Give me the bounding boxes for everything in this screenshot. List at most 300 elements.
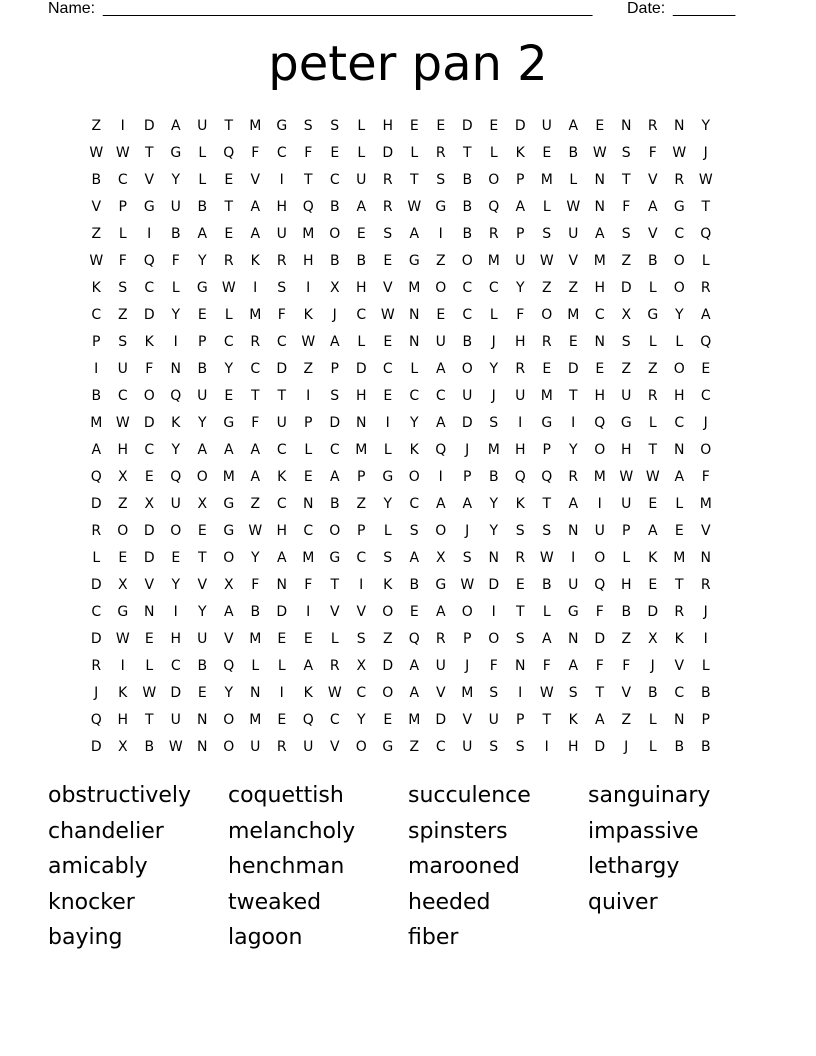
grid-letter[interactable]: H [276, 522, 288, 539]
grid-letter[interactable]: Q [408, 630, 420, 647]
grid-letter[interactable]: G [276, 117, 288, 134]
grid-letter[interactable]: Z [356, 495, 367, 512]
grid-letter[interactable]: Y [197, 252, 207, 269]
grid-letter[interactable]: I [306, 279, 311, 296]
grid-letter[interactable]: P [463, 630, 472, 647]
grid-letter[interactable]: Y [489, 495, 499, 512]
grid-letter[interactable]: B [647, 252, 658, 269]
grid-letter[interactable]: L [648, 333, 657, 350]
grid-letter[interactable]: A [250, 468, 261, 485]
grid-letter[interactable]: Z [541, 279, 552, 296]
grid-letter[interactable]: A [700, 306, 711, 323]
grid-letter[interactable]: B [197, 360, 208, 377]
grid-letter[interactable]: E [171, 549, 181, 566]
grid-letter[interactable]: S [409, 522, 419, 539]
grid-letter[interactable]: M [249, 117, 262, 134]
grid-letter[interactable]: M [408, 279, 421, 296]
grid-letter[interactable]: T [277, 387, 287, 404]
grid-letter[interactable]: U [276, 414, 287, 431]
grid-letter[interactable]: Y [171, 576, 181, 593]
grid-letter[interactable]: Z [117, 495, 128, 512]
grid-letter[interactable]: R [276, 738, 287, 755]
grid-letter[interactable]: J [465, 657, 470, 674]
grid-letter[interactable]: U [515, 252, 526, 269]
grid-letter[interactable]: S [515, 522, 525, 539]
grid-letter[interactable]: H [514, 333, 526, 350]
grid-letter[interactable]: T [144, 144, 154, 161]
grid-letter[interactable]: S [621, 333, 631, 350]
grid-letter[interactable]: F [251, 144, 260, 161]
grid-letter[interactable]: B [329, 495, 340, 512]
grid-letter[interactable]: Y [356, 711, 366, 728]
grid-letter[interactable]: B [197, 198, 208, 215]
grid-letter[interactable]: O [382, 684, 394, 701]
grid-letter[interactable]: J [465, 522, 470, 539]
grid-letter[interactable]: A [462, 495, 473, 512]
grid-letter[interactable]: L [277, 657, 286, 674]
grid-letter[interactable]: N [303, 495, 314, 512]
grid-letter[interactable]: T [224, 198, 234, 215]
grid-letter[interactable]: A [541, 630, 552, 647]
grid-letter[interactable]: X [117, 468, 128, 485]
grid-letter[interactable]: O [488, 171, 500, 188]
grid-letter[interactable]: Y [197, 414, 207, 431]
grid-letter[interactable]: U [621, 495, 632, 512]
grid-letter[interactable]: Y [171, 306, 181, 323]
grid-letter[interactable]: L [118, 225, 127, 242]
grid-letter[interactable]: A [647, 522, 658, 539]
grid-letter[interactable]: X [223, 576, 234, 593]
grid-letter[interactable]: S [118, 279, 128, 296]
grid-letter[interactable]: A [91, 441, 102, 458]
grid-letter[interactable]: Q [488, 198, 500, 215]
grid-letter[interactable]: R [91, 522, 102, 539]
grid-letter[interactable]: D [143, 117, 155, 134]
grid-letter[interactable]: C [276, 144, 287, 161]
grid-letter[interactable]: E [383, 333, 393, 350]
grid-letter[interactable]: B [329, 198, 340, 215]
grid-letter[interactable]: U [170, 495, 181, 512]
grid-letter[interactable]: E [383, 711, 393, 728]
grid-letter[interactable]: E [542, 144, 552, 161]
grid-letter[interactable]: C [462, 306, 473, 323]
grid-letter[interactable]: V [647, 225, 658, 242]
grid-letter[interactable]: L [357, 333, 366, 350]
grid-letter[interactable]: Y [489, 360, 499, 377]
grid-letter[interactable]: P [304, 414, 313, 431]
grid-letter[interactable]: U [356, 171, 367, 188]
grid-letter[interactable]: N [700, 549, 711, 566]
grid-letter[interactable]: V [356, 603, 367, 620]
grid-letter[interactable]: C [356, 549, 367, 566]
grid-letter[interactable]: H [302, 252, 314, 269]
grid-letter[interactable]: F [622, 657, 631, 674]
grid-letter[interactable]: W [407, 198, 422, 215]
grid-letter[interactable]: E [436, 117, 446, 134]
grid-letter[interactable]: O [143, 387, 155, 404]
grid-letter[interactable]: E [383, 387, 393, 404]
grid-letter[interactable]: S [489, 738, 499, 755]
grid-letter[interactable]: Q [223, 657, 235, 674]
grid-letter[interactable]: A [409, 549, 420, 566]
grid-letter[interactable]: L [198, 144, 207, 161]
grid-letter[interactable]: L [542, 603, 551, 620]
grid-letter[interactable]: D [90, 495, 102, 512]
grid-letter[interactable]: Z [435, 252, 446, 269]
grid-letter[interactable]: F [595, 603, 604, 620]
grid-letter[interactable]: R [700, 279, 711, 296]
grid-letter[interactable]: N [674, 711, 685, 728]
grid-letter[interactable]: U [435, 657, 446, 674]
grid-letter[interactable]: O [355, 738, 367, 755]
grid-letter[interactable]: E [701, 360, 711, 377]
grid-letter[interactable]: F [251, 576, 260, 593]
grid-letter[interactable]: D [143, 522, 155, 539]
grid-letter[interactable]: R [276, 252, 287, 269]
grid-letter[interactable]: E [674, 522, 684, 539]
grid-letter[interactable]: I [518, 414, 523, 431]
grid-letter[interactable]: U [594, 522, 605, 539]
grid-letter[interactable]: W [115, 414, 130, 431]
grid-letter[interactable]: P [357, 468, 366, 485]
grid-letter[interactable]: M [408, 711, 421, 728]
grid-letter[interactable]: J [491, 387, 496, 404]
grid-letter[interactable]: S [542, 225, 552, 242]
grid-letter[interactable]: I [94, 360, 99, 377]
grid-letter[interactable]: O [594, 441, 606, 458]
grid-letter[interactable]: K [515, 144, 525, 161]
grid-letter[interactable]: L [304, 441, 313, 458]
grid-letter[interactable]: Q [541, 468, 553, 485]
grid-letter[interactable]: A [568, 495, 579, 512]
grid-letter[interactable]: S [277, 279, 287, 296]
grid-letter[interactable]: C [674, 225, 685, 242]
grid-letter[interactable]: E [224, 225, 234, 242]
grid-letter[interactable]: L [383, 441, 392, 458]
grid-letter[interactable]: X [117, 576, 128, 593]
grid-letter[interactable]: M [249, 306, 262, 323]
grid-letter[interactable]: G [673, 198, 685, 215]
grid-letter[interactable]: A [329, 333, 340, 350]
grid-letter[interactable]: N [674, 441, 685, 458]
grid-letter[interactable]: S [356, 630, 366, 647]
grid-letter[interactable]: W [168, 738, 183, 755]
grid-letter[interactable]: N [621, 117, 632, 134]
grid-letter[interactable]: A [250, 225, 261, 242]
grid-letter[interactable]: P [516, 171, 525, 188]
grid-letter[interactable]: O [117, 522, 129, 539]
grid-letter[interactable]: E [383, 252, 393, 269]
grid-letter[interactable]: A [515, 198, 526, 215]
grid-letter[interactable]: N [674, 117, 685, 134]
grid-letter[interactable]: T [515, 603, 525, 620]
grid-letter[interactable]: N [594, 198, 605, 215]
grid-letter[interactable]: R [674, 603, 685, 620]
grid-letter[interactable]: F [516, 306, 525, 323]
grid-letter[interactable]: J [703, 414, 708, 431]
grid-letter[interactable]: B [647, 684, 658, 701]
grid-letter[interactable]: L [145, 657, 154, 674]
grid-letter[interactable]: D [355, 360, 367, 377]
grid-letter[interactable]: G [143, 198, 155, 215]
grid-letter[interactable]: A [435, 360, 446, 377]
grid-letter[interactable]: H [117, 441, 129, 458]
grid-letter[interactable]: Z [409, 738, 420, 755]
grid-letter[interactable]: L [251, 657, 260, 674]
grid-letter[interactable]: U [515, 387, 526, 404]
grid-letter[interactable]: S [489, 414, 499, 431]
grid-letter[interactable]: B [568, 144, 579, 161]
grid-letter[interactable]: T [542, 711, 552, 728]
grid-letter[interactable]: K [648, 549, 658, 566]
grid-letter[interactable]: X [647, 630, 658, 647]
grid-letter[interactable]: J [94, 684, 99, 701]
grid-letter[interactable]: V [144, 171, 155, 188]
grid-letter[interactable]: Q [594, 576, 606, 593]
grid-letter[interactable]: O [223, 711, 235, 728]
grid-letter[interactable]: M [567, 306, 580, 323]
grid-letter[interactable]: O [541, 306, 553, 323]
grid-letter[interactable]: Y [171, 171, 181, 188]
grid-letter[interactable]: L [489, 306, 498, 323]
grid-letter[interactable]: F [622, 198, 631, 215]
grid-letter[interactable]: L [648, 711, 657, 728]
grid-letter[interactable]: K [383, 576, 393, 593]
grid-letter[interactable]: U [568, 576, 579, 593]
grid-letter[interactable]: K [118, 684, 128, 701]
grid-letter[interactable]: I [597, 495, 602, 512]
grid-letter[interactable]: E [568, 333, 578, 350]
grid-letter[interactable]: L [357, 117, 366, 134]
grid-letter[interactable]: W [592, 144, 607, 161]
grid-letter[interactable]: U [488, 711, 499, 728]
grid-letter[interactable]: G [196, 279, 208, 296]
grid-letter[interactable]: I [571, 414, 576, 431]
grid-letter[interactable]: V [647, 171, 658, 188]
grid-letter[interactable]: D [170, 684, 182, 701]
grid-letter[interactable]: A [594, 225, 605, 242]
grid-letter[interactable]: G [117, 603, 129, 620]
grid-letter[interactable]: G [329, 549, 341, 566]
grid-letter[interactable]: C [435, 738, 446, 755]
grid-letter[interactable]: N [409, 306, 420, 323]
grid-letter[interactable]: F [118, 252, 127, 269]
grid-letter[interactable]: B [488, 468, 499, 485]
grid-letter[interactable]: M [540, 387, 553, 404]
grid-letter[interactable]: O [488, 630, 500, 647]
grid-letter[interactable]: Q [700, 333, 712, 350]
grid-letter[interactable]: T [462, 144, 472, 161]
grid-letter[interactable]: V [329, 738, 340, 755]
grid-letter[interactable]: C [223, 333, 234, 350]
grid-letter[interactable]: W [89, 252, 104, 269]
grid-letter[interactable]: T [674, 576, 684, 593]
grid-letter[interactable]: X [356, 657, 367, 674]
grid-letter[interactable]: G [541, 414, 553, 431]
grid-letter[interactable]: S [330, 117, 340, 134]
grid-letter[interactable]: T [648, 441, 658, 458]
grid-letter[interactable]: Z [621, 630, 632, 647]
grid-letter[interactable]: Z [382, 630, 393, 647]
grid-letter[interactable]: J [703, 144, 708, 161]
grid-letter[interactable]: N [568, 630, 579, 647]
grid-letter[interactable]: B [409, 576, 420, 593]
grid-letter[interactable]: B [541, 576, 552, 593]
grid-letter[interactable]: E [542, 360, 552, 377]
grid-letter[interactable]: Y [171, 441, 181, 458]
grid-letter[interactable]: B [674, 738, 685, 755]
grid-letter[interactable]: Y [701, 117, 711, 134]
grid-letter[interactable]: F [251, 414, 260, 431]
grid-letter[interactable]: K [277, 468, 287, 485]
grid-letter[interactable]: W [539, 684, 554, 701]
grid-letter[interactable]: E [515, 576, 525, 593]
grid-letter[interactable]: B [91, 387, 102, 404]
grid-letter[interactable]: W [698, 171, 713, 188]
grid-letter[interactable]: J [703, 603, 708, 620]
grid-letter[interactable]: A [435, 603, 446, 620]
grid-letter[interactable]: D [143, 306, 155, 323]
grid-letter[interactable]: H [355, 279, 367, 296]
grid-letter[interactable]: P [330, 360, 339, 377]
grid-letter[interactable]: E [409, 117, 419, 134]
grid-letter[interactable]: G [620, 414, 632, 431]
grid-letter[interactable]: I [120, 117, 125, 134]
grid-letter[interactable]: Y [224, 360, 234, 377]
grid-letter[interactable]: V [250, 171, 261, 188]
grid-letter[interactable]: T [144, 711, 154, 728]
grid-letter[interactable]: L [410, 360, 419, 377]
grid-letter[interactable]: L [357, 144, 366, 161]
date-field-line[interactable]: _______ [673, 0, 736, 17]
grid-letter[interactable]: B [700, 684, 711, 701]
grid-letter[interactable]: C [144, 279, 155, 296]
grid-letter[interactable]: Q [514, 468, 526, 485]
grid-letter[interactable]: K [409, 441, 419, 458]
grid-letter[interactable]: L [569, 171, 578, 188]
grid-letter[interactable]: R [700, 576, 711, 593]
grid-letter[interactable]: H [567, 738, 579, 755]
grid-letter[interactable]: W [672, 144, 687, 161]
grid-letter[interactable]: E [224, 171, 234, 188]
grid-letter[interactable]: W [115, 630, 130, 647]
grid-letter[interactable]: K [303, 306, 313, 323]
grid-letter[interactable]: O [700, 441, 712, 458]
grid-letter[interactable]: J [491, 333, 496, 350]
grid-letter[interactable]: V [674, 657, 685, 674]
grid-letter[interactable]: L [701, 657, 710, 674]
grid-letter[interactable]: B [197, 657, 208, 674]
grid-letter[interactable]: R [647, 117, 658, 134]
grid-letter[interactable]: I [279, 684, 284, 701]
grid-letter[interactable]: L [675, 333, 684, 350]
grid-letter[interactable]: D [461, 117, 473, 134]
grid-letter[interactable]: H [117, 711, 129, 728]
grid-letter[interactable]: E [303, 630, 313, 647]
grid-letter[interactable]: I [173, 603, 178, 620]
grid-letter[interactable]: H [594, 279, 606, 296]
grid-letter[interactable]: C [356, 684, 367, 701]
grid-letter[interactable]: C [276, 333, 287, 350]
grid-letter[interactable]: U [541, 117, 552, 134]
grid-letter[interactable]: R [435, 144, 446, 161]
grid-letter[interactable]: D [329, 414, 341, 431]
grid-letter[interactable]: A [250, 441, 261, 458]
grid-letter[interactable]: V [435, 684, 446, 701]
grid-letter[interactable]: Q [90, 711, 102, 728]
grid-letter[interactable]: T [621, 171, 631, 188]
grid-letter[interactable]: K [568, 711, 578, 728]
grid-letter[interactable]: H [170, 630, 182, 647]
grid-letter[interactable]: E [197, 522, 207, 539]
grid-letter[interactable]: R [91, 657, 102, 674]
grid-letter[interactable]: D [594, 630, 606, 647]
grid-letter[interactable]: L [171, 279, 180, 296]
grid-letter[interactable]: E [277, 711, 287, 728]
grid-letter[interactable]: E [118, 549, 128, 566]
grid-letter[interactable]: U [170, 198, 181, 215]
grid-letter[interactable]: R [382, 198, 393, 215]
grid-letter[interactable]: O [461, 360, 473, 377]
grid-letter[interactable]: S [118, 333, 128, 350]
grid-letter[interactable]: R [435, 630, 446, 647]
grid-letter[interactable]: N [144, 603, 155, 620]
grid-letter[interactable]: P [516, 711, 525, 728]
grid-letter[interactable]: C [329, 711, 340, 728]
grid-letter[interactable]: S [542, 522, 552, 539]
grid-letter[interactable]: T [701, 198, 711, 215]
grid-letter[interactable]: U [462, 738, 473, 755]
grid-letter[interactable]: E [648, 495, 658, 512]
grid-letter[interactable]: K [144, 333, 154, 350]
grid-letter[interactable]: Y [515, 279, 525, 296]
grid-letter[interactable]: S [621, 225, 631, 242]
grid-letter[interactable]: S [383, 225, 393, 242]
grid-letter[interactable]: R [250, 333, 261, 350]
grid-letter[interactable]: Z [117, 306, 128, 323]
grid-letter[interactable]: U [621, 387, 632, 404]
grid-letter[interactable]: W [619, 468, 634, 485]
grid-letter[interactable]: L [648, 414, 657, 431]
grid-letter[interactable]: V [144, 576, 155, 593]
grid-letter[interactable]: L [648, 279, 657, 296]
grid-letter[interactable]: E [330, 144, 340, 161]
grid-letter[interactable]: S [462, 549, 472, 566]
grid-letter[interactable]: G [223, 414, 235, 431]
grid-letter[interactable]: N [197, 738, 208, 755]
grid-letter[interactable]: M [673, 549, 686, 566]
grid-letter[interactable]: S [515, 738, 525, 755]
grid-letter[interactable]: L [622, 549, 631, 566]
grid-letter[interactable]: P [118, 198, 127, 215]
grid-letter[interactable]: E [436, 306, 446, 323]
grid-letter[interactable]: S [515, 630, 525, 647]
grid-letter[interactable]: O [382, 603, 394, 620]
grid-letter[interactable]: E [356, 225, 366, 242]
grid-letter[interactable]: F [277, 306, 286, 323]
grid-letter[interactable]: W [539, 252, 554, 269]
grid-letter[interactable]: C [144, 441, 155, 458]
grid-letter[interactable]: C [170, 657, 181, 674]
grid-letter[interactable]: O [673, 279, 685, 296]
grid-letter[interactable]: Q [302, 198, 314, 215]
grid-letter[interactable]: W [301, 333, 316, 350]
grid-letter[interactable]: A [356, 198, 367, 215]
grid-letter[interactable]: O [223, 549, 235, 566]
grid-letter[interactable]: Y [489, 522, 499, 539]
grid-letter[interactable]: E [489, 117, 499, 134]
grid-letter[interactable]: K [515, 495, 525, 512]
